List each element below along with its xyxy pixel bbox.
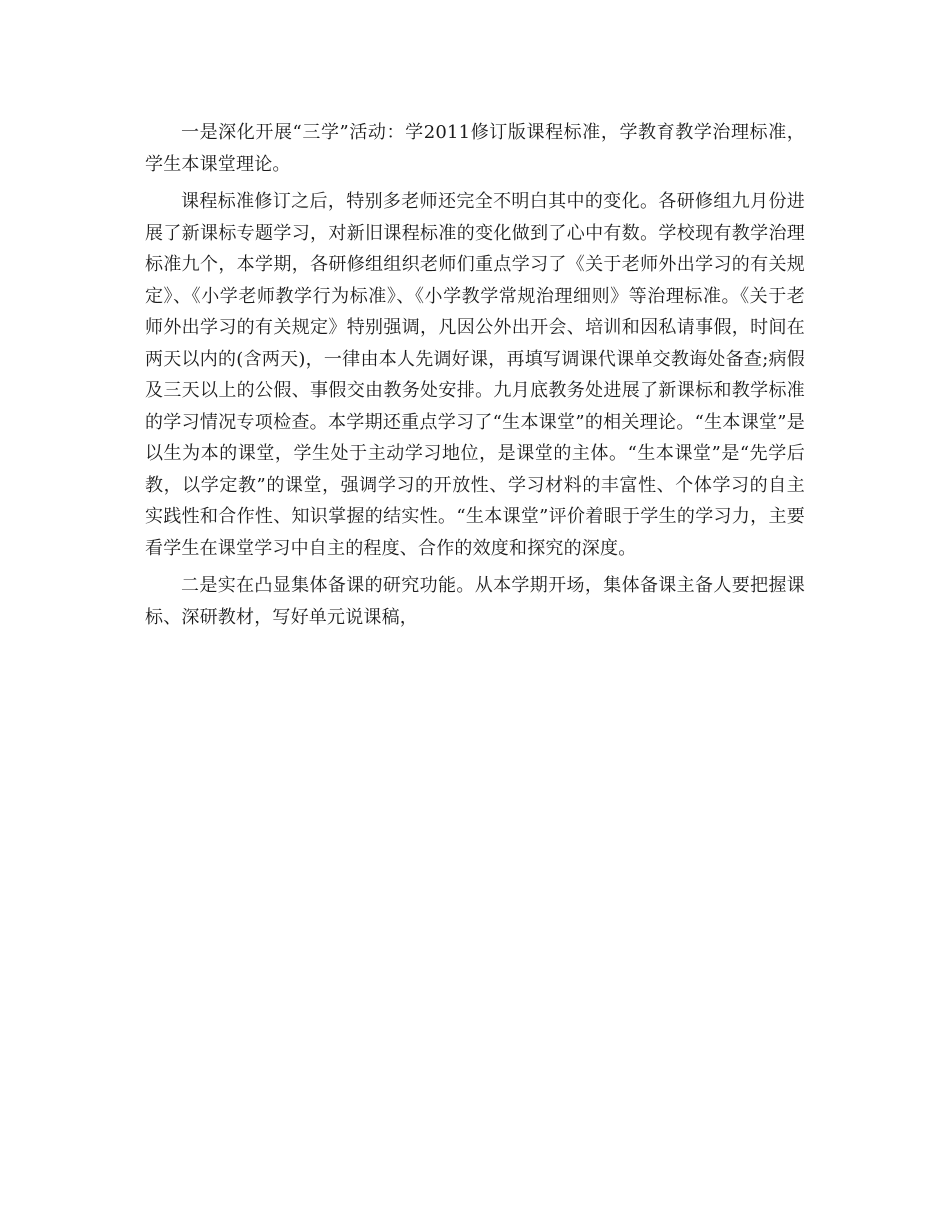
paragraph-collective-lesson-prep: 二是实在凸显集体备课的研究功能。从本学期开场，集体备课主备人要把握课标、深研教材，写好单元说课稿，: [145, 575, 805, 628]
paragraph-three-studies: 一是深化开展“三学”活动：学2011修订版课程标准，学教育教学治理标准，学生本课堂理论。: [145, 122, 805, 175]
paragraph-curriculum-standards: 课程标准修订之后，特别多老师还完全不明白其中的变化。各研修组九月份进展了新课标专题学习，对新旧课程标准的变化做到了心中有数。学校现有教学治理标准九个，本学期，各研修组组织老师们重点学习了《关于老师外出学习的有关规定》、《小学老师教学行为标准》、《小学教学常规治理细则》等治理标准。《关于老师外出学习的有关规定》特别强调，凡因公外出开会、培训和因私请事假，时间在两天以内的(含两天)，一律由本人先调好课，再填写调课代课单交教诲处备查;病假及三天以上的公假、事假交由教务处安排。九月底教务处进展了新课标和教学标准的学习情况专项检查。本学期还重点学习了“生本课堂”的相关理论。“生本课堂”是以生为本的课堂，学生处于主动学习地位，是课堂的主体。“生本课堂”是“先学后教，以学定教”的课堂，强调学习的开放性、学习材料的丰富性、个体学习的自主实践性和合作性、知识掌握的结实性。“生本课堂”评价着眼于学生的学习力，主要看学生在课堂学习中自主的程度、合作的效度和探究的深度。: [145, 191, 805, 559]
document-body: [145, 117, 805, 639]
